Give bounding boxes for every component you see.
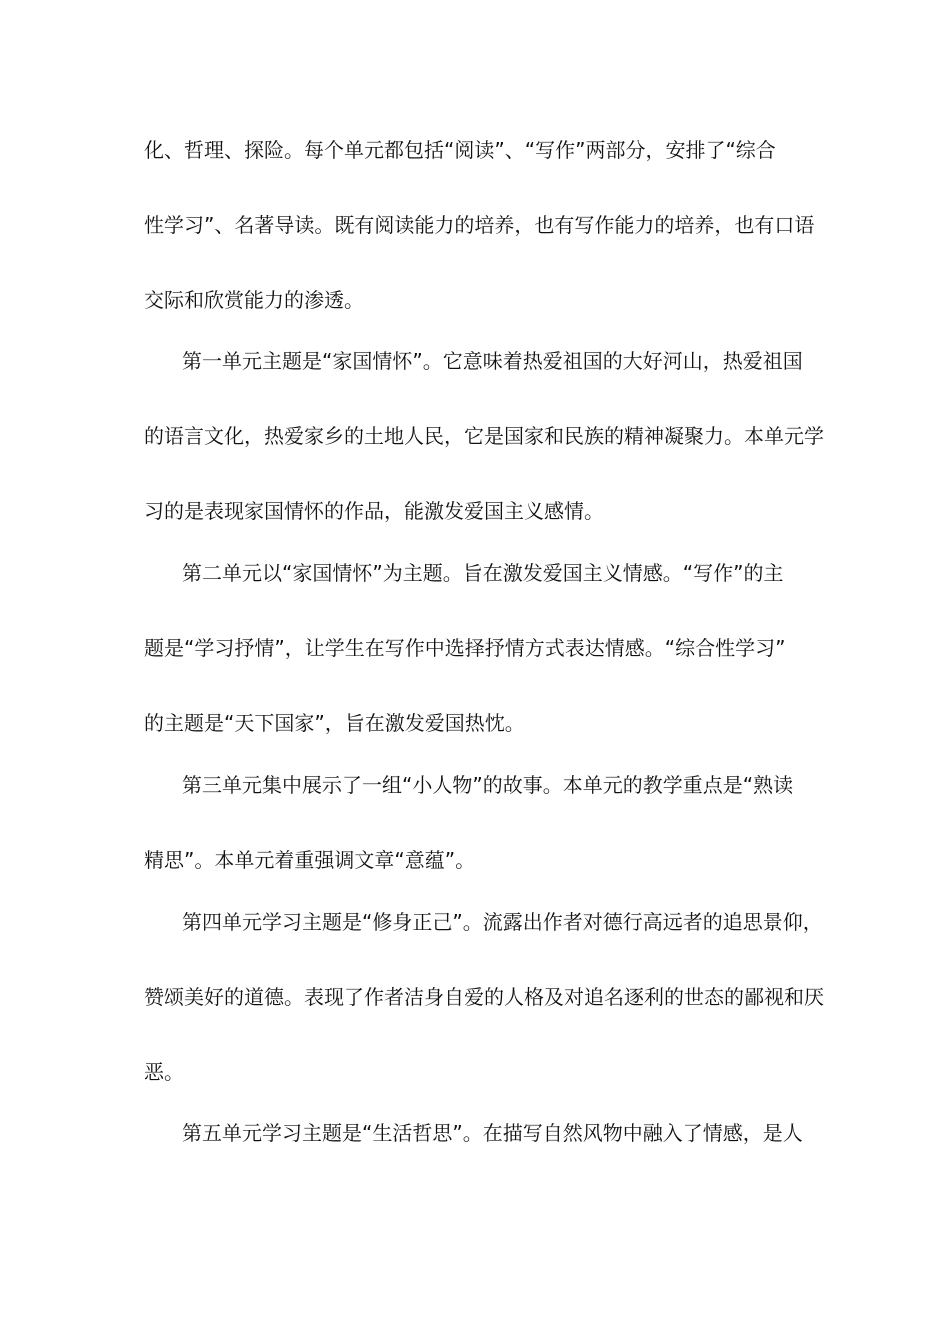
text-line: 题是“学习抒情”，让学生在写作中选择抒情方式表达情感。“综合性学习” bbox=[144, 636, 786, 660]
text-line: 精思”。本单元着重强调文章“意蕴”。 bbox=[144, 848, 476, 872]
text-line: 赞颂美好的道德。表现了作者洁身自爱的人格及对追名逐利的世态的鄙视和厌 bbox=[144, 985, 824, 1009]
text-line: 化、哲理、探险。每个单元都包括“阅读”、“写作”两部分，安排了“综合 bbox=[144, 138, 776, 162]
paragraph-start-line: 第五单元学习主题是“生活哲思”。在描写自然风物中融入了情感，是人 bbox=[182, 1121, 803, 1145]
paragraph-start-line: 第三单元集中展示了一组“小人物”的故事。本单元的教学重点是“熟读 bbox=[182, 773, 794, 797]
text-line: 的主题是“天下国家”，旨在激发爱国热忱。 bbox=[144, 711, 525, 735]
paragraph-start-line: 第四单元学习主题是“修身正己”。流露出作者对德行高远者的追思景仰， bbox=[182, 910, 823, 934]
text-line: 恶。 bbox=[144, 1060, 184, 1084]
text-line: 性学习”、名著导读。既有阅读能力的培养，也有写作能力的培养，也有口语 bbox=[144, 213, 815, 237]
text-line: 交际和欣赏能力的渗透。 bbox=[144, 288, 364, 312]
text-line: 习的是表现家国情怀的作品，能激发爱国主义感情。 bbox=[144, 499, 604, 523]
text-line: 的语言文化，热爱家乡的土地人民，它是国家和民族的精神凝聚力。本单元学 bbox=[144, 424, 824, 448]
paragraph-start-line: 第二单元以“家国情怀”为主题。旨在激发爱国主义情感。“写作”的主 bbox=[182, 561, 784, 585]
paragraph-start-line: 第一单元主题是“家国情怀”。它意味着热爱祖国的大好河山，热爱祖国 bbox=[182, 349, 803, 373]
